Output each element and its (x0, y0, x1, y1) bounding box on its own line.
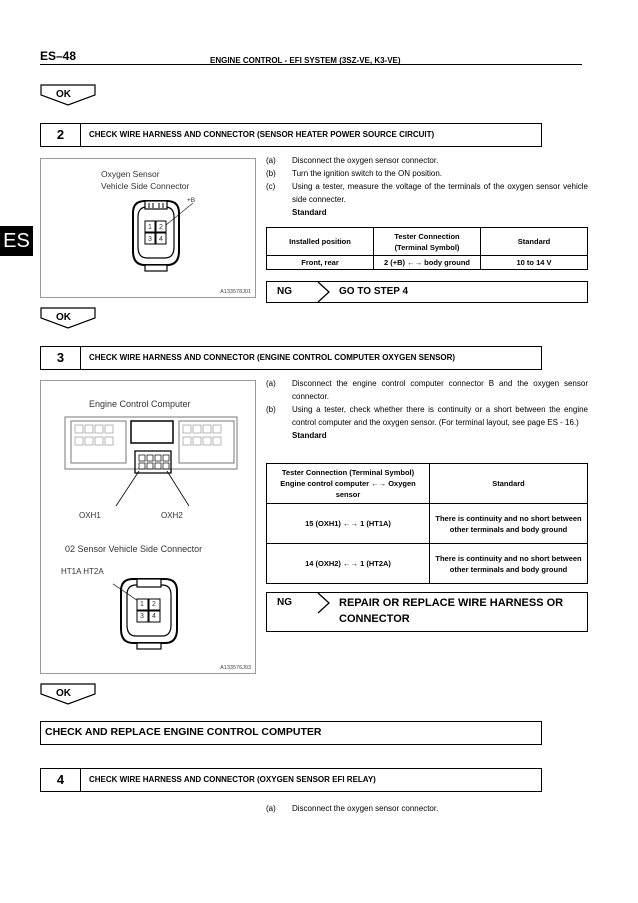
ecu-label: Engine Control Computer (89, 399, 191, 409)
instruction-label: (b) (266, 405, 276, 414)
pin-4: 4 (152, 613, 156, 620)
pin-2: 2 (159, 224, 163, 231)
ng-arrow-icon (317, 592, 331, 614)
step-number: 3 (41, 347, 81, 369)
ecu-oxygen-sensor-figure (40, 380, 256, 674)
standard-label: Standard (292, 208, 327, 217)
connector-drawing (121, 195, 201, 275)
figure-id: A133576J03 (220, 665, 251, 671)
table-header: Standard (481, 228, 588, 256)
table-cell: Front, rear (267, 256, 374, 270)
pin-2: 2 (152, 601, 156, 608)
instruction-a (266, 802, 588, 815)
instruction-text: Disconnect the oxygen sensor connector. (292, 804, 439, 813)
instruction-b (266, 167, 588, 180)
es-side-tab: ES (0, 226, 33, 256)
figure-id: A133578J01 (220, 289, 251, 295)
oxh1-label: OXH1 (79, 511, 101, 520)
step-title: CHECK WIRE HARNESS AND CONNECTOR (ENGINE CONTROL COMPUTER OXYGEN SENSOR) (89, 353, 456, 362)
section-title: ENGINE CONTROL - EFI SYSTEM (3SZ-VE, K3-VE) (210, 56, 401, 65)
figure-title-line1: Oxygen Sensor (101, 169, 160, 179)
pin-1: 1 (148, 224, 152, 231)
ok-tag (40, 307, 96, 329)
pin-1: 1 (140, 601, 144, 608)
pin-4: 4 (159, 236, 163, 243)
ht-labels: HT1A HT2A (61, 567, 104, 576)
ng-arrow-icon (317, 281, 331, 303)
step-2-ng-result (266, 281, 588, 303)
page-number: ES–48 (40, 49, 77, 63)
step-title: CHECK WIRE HARNESS AND CONNECTOR (OXYGEN SENSOR EFI RELAY) (89, 775, 376, 784)
table-header: Installed position (267, 228, 374, 256)
step-number: 2 (41, 124, 81, 146)
step-2-header (40, 123, 542, 147)
ng-action: GO TO STEP 4 (339, 286, 409, 297)
ng-action (339, 595, 563, 627)
ng-action-line2: CONNECTOR (339, 613, 410, 625)
check-replace-ecu-box: CHECK AND REPLACE ENGINE CONTROL COMPUTER (40, 721, 542, 745)
instruction-text: Using a tester, measure the voltage of the terminals of the oxygen sensor vehicle side connecter. (292, 182, 588, 204)
ok-tag (40, 683, 96, 705)
instruction-b (266, 403, 588, 429)
ok-label: OK (56, 688, 71, 699)
table-row (267, 544, 588, 584)
ng-label: NG (277, 286, 292, 297)
instruction-c (266, 180, 588, 206)
ng-action-line1: REPAIR OR REPLACE WIRE HARNESS OR (339, 597, 564, 609)
instruction-label: (a) (266, 804, 276, 813)
instruction-label: (a) (266, 156, 276, 165)
instruction-label: (b) (266, 169, 276, 178)
step-3-instructions (266, 377, 588, 442)
instruction-text: Using a tester, check whether there is continuity or a short between the engine control computer and the oxygen sensor. (For terminal layout, see page ES - 16.) (292, 405, 588, 427)
pin-3: 3 (148, 236, 152, 243)
step-2-spec-table (266, 227, 588, 270)
table-header: Tester Connection (Terminal Symbol) (374, 228, 481, 256)
oxygen-sensor-connector-figure (40, 158, 256, 298)
pin-label-plus-b: +B (187, 197, 196, 204)
table-cell: 15 (OXH1) ←→ 1 (HT1A) (267, 504, 430, 544)
ok-tag (40, 84, 96, 106)
step-2-instructions (266, 154, 588, 219)
ecu-connector-drawing (61, 411, 241, 521)
table-cell: 2 (+B) ←→ body ground (374, 256, 481, 270)
ok-label: OK (56, 312, 71, 323)
standard-label: Standard (292, 431, 327, 440)
table-cell: There is continuity and no short between other terminals and body ground (430, 504, 588, 544)
table-cell: 14 (OXH2) ←→ 1 (HT2A) (267, 544, 430, 584)
instruction-text: Disconnect the oxygen sensor connector. (292, 156, 439, 165)
table-cell: 10 to 14 V (481, 256, 588, 270)
instruction-a (266, 154, 588, 167)
instruction-a (266, 377, 588, 403)
step-4-instructions (266, 802, 588, 815)
table-row (267, 504, 588, 544)
o2-connector-label: 02 Sensor Vehicle Side Connector (65, 544, 203, 554)
table-header: Tester Connection (Terminal Symbol) Engine control computer ←→ Oxygen sensor (267, 464, 430, 504)
figure-title-line2: Vehicle Side Connector (101, 181, 190, 191)
table-cell: There is continuity and no short between other terminals and body ground (430, 544, 588, 584)
pin-3: 3 (140, 613, 144, 620)
step-3-ng-result (266, 592, 588, 632)
step-title: CHECK WIRE HARNESS AND CONNECTOR (SENSOR HEATER POWER SOURCE CIRCUIT) (89, 130, 435, 139)
ng-label: NG (277, 597, 292, 608)
step-number: 4 (41, 769, 81, 791)
table-header: Standard (430, 464, 588, 504)
instruction-text: Disconnect the engine control computer connector B and the oxygen sensor connector. (292, 379, 588, 401)
step-4-header (40, 768, 542, 792)
step-3-spec-table (266, 463, 588, 584)
table-row (267, 256, 588, 270)
instruction-label: (c) (266, 182, 276, 191)
header-divider (40, 64, 582, 65)
oxh2-label: OXH2 (161, 511, 183, 520)
instruction-text: Turn the ignition switch to the ON position. (292, 169, 442, 178)
ok-label: OK (56, 89, 71, 100)
instruction-label: (a) (266, 379, 276, 388)
step-3-header (40, 346, 542, 370)
